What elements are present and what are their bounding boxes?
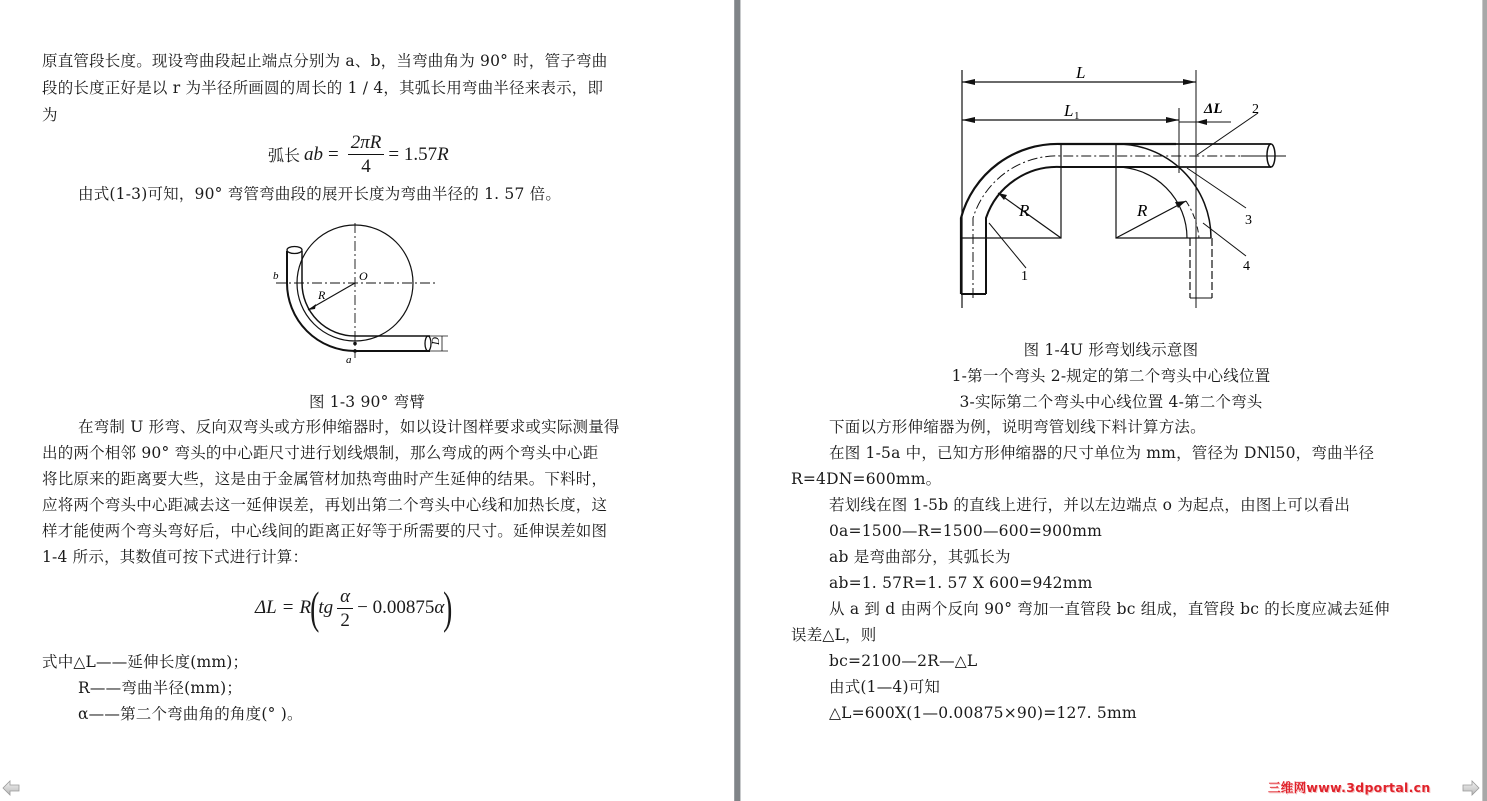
- body-line7: ab=1. 57R=1. 57 X 600=942mm: [829, 574, 1093, 592]
- page-divider: [734, 0, 741, 801]
- formula2-coef: R: [299, 597, 312, 618]
- formula-eq: =: [328, 143, 339, 165]
- formula2-fraction: [337, 586, 353, 631]
- para1-line3: 为: [42, 106, 58, 124]
- fig1-label-a: a: [346, 354, 352, 366]
- right-page: [741, 0, 1481, 801]
- formula-lhs: ab: [304, 143, 324, 165]
- fig1-label-o: O: [359, 269, 368, 283]
- formula-arc-length: [268, 132, 449, 177]
- para1-line2: 段的长度正好是以 r 为半径所画圆的周长的 1 / 4，其弧长用弯曲半径来表示，即: [42, 79, 604, 97]
- para1-line1: 原直管段长度。现设弯曲段起止端点分别为 a、b，当弯曲角为 90° 时，管子弯曲: [42, 52, 608, 70]
- para3-line6: 1-4 所示，其数值可按下式进行计算：: [42, 548, 309, 566]
- formula-denominator: 4: [361, 156, 371, 177]
- body-line12: △L=600X(1—0.00875×90)=127. 5mm: [829, 704, 1137, 722]
- fig2-label-delta-L: ΔL: [1204, 101, 1223, 117]
- body-line11: 由式(1—4)可知: [829, 678, 941, 696]
- fig2-label-L: L: [1076, 63, 1086, 82]
- formula-rhs-var: R: [437, 143, 449, 165]
- figure-u-bend-marking: [941, 58, 1291, 318]
- fig2-label-1: 1: [1021, 269, 1028, 284]
- fig2-label-2: 2: [1252, 102, 1259, 117]
- formula2-rparen: ): [443, 582, 453, 633]
- body-line8: 从 a 到 d 由两个反向 90° 弯加一直管段 bc 组成，直管段 bc 的长度应减去延伸: [829, 600, 1390, 618]
- fig2-label-L1: L: [1064, 101, 1074, 120]
- left-page: [0, 0, 734, 801]
- fig2-label-L1-sub: 1: [1074, 110, 1080, 122]
- fig2-label-R1: R: [1019, 201, 1030, 220]
- figure-1-3-caption: 图 1-3 90° 弯臂: [308, 393, 426, 411]
- legend-line3: α——第二个弯曲角的角度(° )。: [78, 705, 303, 723]
- fig2-label-3: 3: [1245, 213, 1252, 228]
- fig2-label-R2: R: [1137, 201, 1148, 220]
- arrow-left-icon[interactable]: [2, 780, 20, 796]
- fig1-label-r: R: [318, 288, 326, 302]
- body-line4: 若划线在图 1-5b 的直线上进行，并以左边端点 o 为起点，由图上可以看出: [829, 496, 1351, 514]
- formula2-lparen: (: [310, 582, 320, 633]
- formula2-minus: − 0.00875: [357, 597, 435, 618]
- para3-line5: 样才能使两个弯头弯好后，中心线间的距离正好等于所需要的尺寸。延伸误差如图: [42, 522, 608, 540]
- fig1-label-d: D: [430, 337, 442, 345]
- figure-90-degree-bend: [270, 228, 445, 366]
- right-edge-bar: [1482, 0, 1487, 801]
- body-line9: 误差△L，则: [791, 626, 877, 644]
- legend-line1: 式中△L——延伸长度(mm)；: [42, 653, 249, 671]
- formula2-numerator: α: [337, 586, 353, 609]
- body-line10: bc=2100—2R—△L: [829, 652, 978, 670]
- para3-line3: 将比原来的距离要大些，这是由于金属管材加热弯曲时产生延伸的结果。下料时，: [42, 470, 608, 488]
- para3-line2: 出的两个相邻 90° 弯头的中心距尺寸进行划线煨制，那么弯成的两个弯头中心距: [42, 444, 599, 462]
- para2: 由式(1-3)可知，90° 弯管弯曲段的展开长度为弯曲半径的 1. 57 倍。: [78, 185, 562, 203]
- formula2-denominator: 2: [340, 609, 350, 631]
- para3-line4: 应将两个弯头中心距减去这一延伸误差，再划出第二个弯头中心线和加热长度，这: [42, 496, 608, 514]
- formula-rhs: = 1.57: [388, 143, 438, 165]
- formula2-var: α: [434, 597, 445, 618]
- body-line5: 0a=1500—R=1500—600=900mm: [829, 522, 1102, 540]
- figure-1-4-caption: 图 1-4U 形弯划线示意图: [1023, 341, 1199, 359]
- figure-1-4-legend2: 3-实际第二个弯头中心线位置 4-第二个弯头: [959, 393, 1263, 411]
- fig2-label-4: 4: [1243, 259, 1250, 274]
- formula-numerator: 2πR: [348, 132, 385, 155]
- formula2-eq: =: [282, 597, 294, 618]
- formula2-fn: tg: [318, 597, 334, 618]
- formula-elongation: [255, 582, 456, 633]
- body-line6: ab 是弯曲部分，其弧长为: [829, 548, 1011, 566]
- body-line2: 在图 1-5a 中，已知方形伸缩器的尺寸单位为 mm，管径为 DNl50，弯曲半径: [829, 444, 1375, 462]
- body-line1: 下面以方形伸缩器为例，说明弯管划线下料计算方法。: [829, 418, 1206, 436]
- figure-1-4-legend1: 1-第一个弯头 2-规定的第二个弯头中心线位置: [951, 367, 1271, 385]
- para3-line1: 在弯制 U 形弯、反向双弯头或方形伸缩器时，如以设计图样要求或实际测量得: [78, 418, 620, 436]
- legend-line2: R——弯曲半径(mm)；: [78, 679, 243, 697]
- body-line3: R=4DN=600mm。: [791, 470, 942, 488]
- formula2-lhs: ΔL: [255, 597, 277, 618]
- watermark-3dportal: 三维网www.3dportal.cn: [1268, 780, 1431, 795]
- arrow-right-icon[interactable]: [1462, 780, 1480, 796]
- fig1-label-b: b: [273, 270, 279, 282]
- formula-fraction: [348, 132, 385, 177]
- formula-prefix: 弧长: [268, 146, 301, 165]
